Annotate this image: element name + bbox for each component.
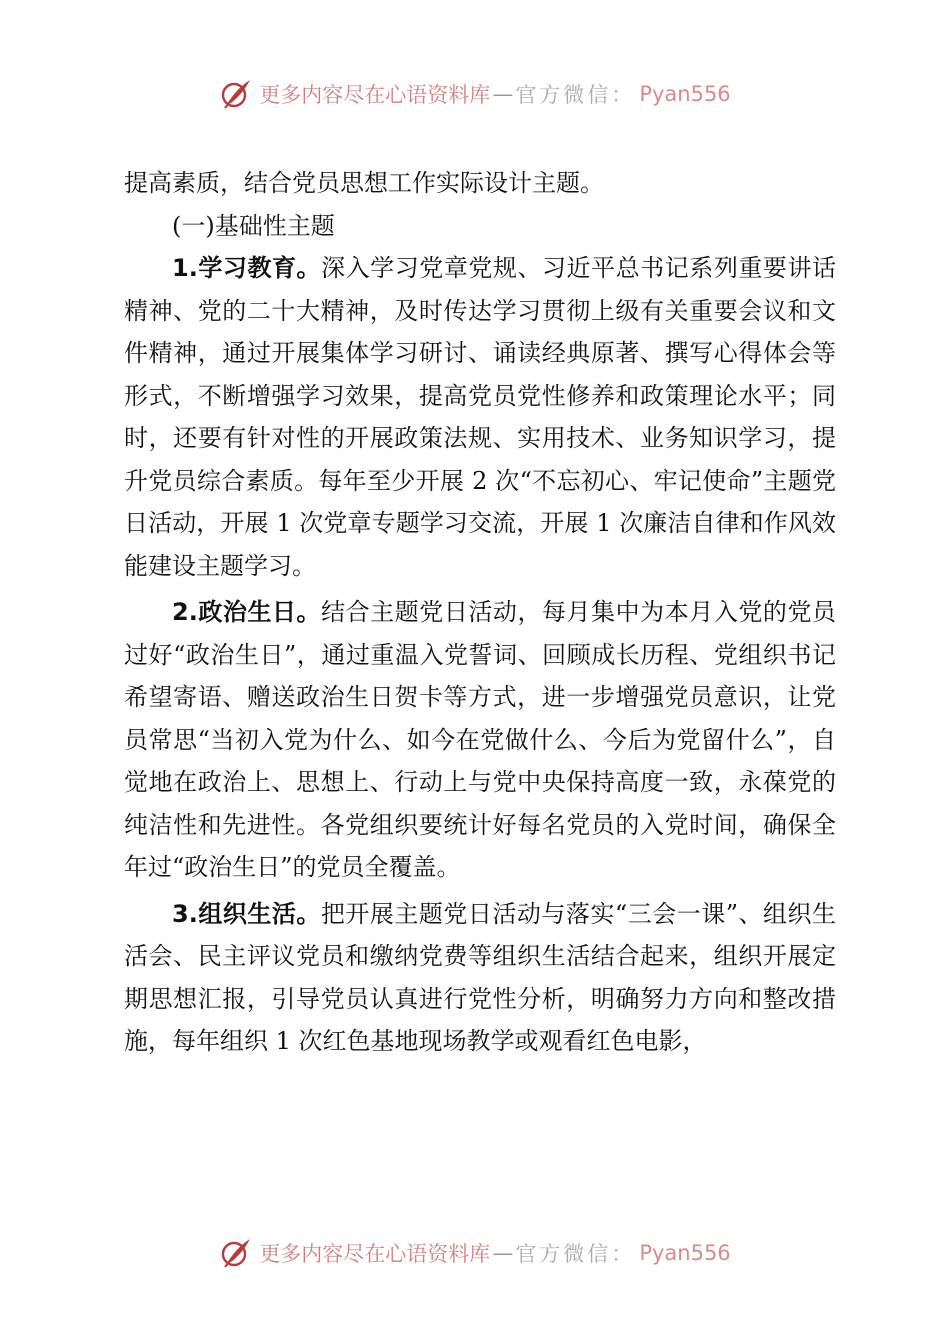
banner-brand-text: 更多内容尽在心语资料库 [259, 1242, 491, 1266]
item-paragraph-organization-life [124, 893, 836, 1063]
banner-brand-text: 更多内容尽在心语资料库 [259, 83, 491, 107]
footer-watermark-banner [0, 1233, 950, 1273]
banner-wechat-id: Pyan556 [639, 82, 731, 106]
item-text-study: 深入学习党章党规、习近平总书记系列重要讲话精神、党的二十大精神，及时传达学习贯彻上级有关重要会议和文件精神，通过开展集体学习研讨、诵读经典原著、撰写心得体会等形式，不断增强学习效果，提高党员党性修养和政策理论水平；同时，还要有针对性的开展政策法规、实用技术、业务知识学习，提升党员综合素质。每年至少开展 2 次“不忘初心、牢记使命”主题党日活动，开展 1 次党章专题学习交流，开展 1 次廉洁自律和作风效能建设主题学习。 [124, 254, 836, 580]
quill-pen-logo-icon [219, 1236, 253, 1270]
item-lead-organization-life: 3.组织生活。 [172, 899, 321, 928]
document-body [124, 162, 836, 1063]
item-paragraph-political-birthday [124, 591, 836, 889]
item-lead-study: 1.学习教育。 [172, 254, 322, 282]
item-lead-political-birthday: 2.政治生日。 [172, 598, 322, 626]
item-paragraph-study [124, 247, 836, 587]
item-text-political-birthday: 结合主题党日活动，每月集中为本月入党的党员过好“政治生日”，通过重温入党誓词、回顾成长历程、党组织书记希望寄语、赠送政治生日贺卡等方式，进一步增强党员意识，让党员常思“当初入党为什么、如今在党做什么、今后为党留什么”，自觉地在政治上、思想上、行动上与党中央保持高度一致，永葆党的纯洁性和先进性。各党组织要统计好每名党员的入党时间，确保全年过“政治生日”的党员全覆盖。 [124, 598, 836, 881]
banner-separator: — [492, 1241, 514, 1265]
banner-wechat-label: 官方微信： [515, 83, 636, 107]
banner-separator: — [492, 82, 514, 106]
quill-pen-logo-icon [219, 77, 253, 111]
intro-tail-paragraph: 提高素质，结合党员思想工作实际设计主题。 [124, 169, 604, 197]
banner-wechat-id: Pyan556 [639, 1241, 731, 1265]
header-watermark-banner [0, 74, 950, 114]
section-subheading: (一)基础性主题 [172, 211, 335, 240]
banner-wechat-label: 官方微信： [515, 1242, 636, 1266]
item-text-organization-life: 把开展主题党日活动与落实“三会一课”、组织生活会、民主评议党员和缴纳党费等组织生活结合起来，组织开展定期思想汇报，引导党员认真进行党性分析，明确努力方向和整改措施，每年组织 1 次红色基地现场教学或观看红色电影， [124, 899, 836, 1055]
